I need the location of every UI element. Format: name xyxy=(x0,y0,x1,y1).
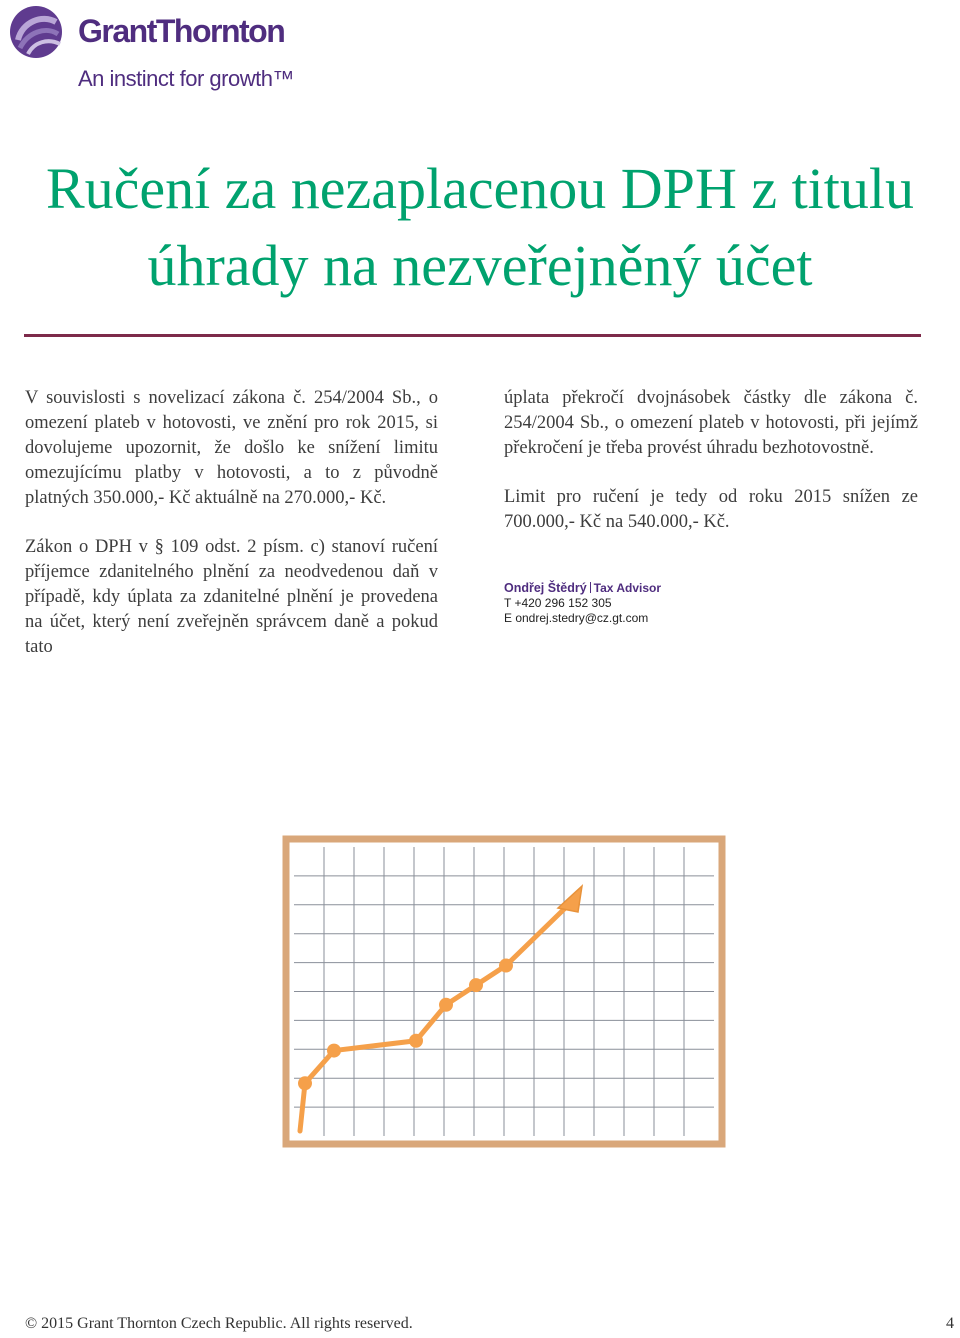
growth-point xyxy=(439,998,453,1012)
title-divider xyxy=(24,334,921,337)
continuation-paragraph: úplata překročí dvojnásobek částky dle zákona č. 254/2004 Sb., o omezení plateb v hotovosti, při jejímž překročení je třeba provést úhradu bezhotovostně. xyxy=(504,388,918,458)
intro-paragraph: V souvislosti s novelizací zákona č. 254/2004 Sb., o omezení plateb v hotovosti, ve znění pro rok 2015, si dovolujeme upozornit, že došlo ke snížení limitu omezujícímu platby v hotovosti, a to z původně platných 350.000,- Kč aktuálně na 270.000,- Kč. xyxy=(25,388,438,508)
contact-phone: T +420 296 152 305 xyxy=(504,596,612,610)
arrow-head-icon xyxy=(558,886,582,912)
contact-block xyxy=(504,581,918,626)
left-column xyxy=(25,386,438,684)
growth-chart-illustration xyxy=(230,760,770,1240)
contact-email[interactable]: E ondrej.stedry@cz.gt.com xyxy=(504,611,649,625)
growth-point xyxy=(409,1034,423,1048)
contact-name: Ondřej Štědrý xyxy=(504,581,587,595)
growth-point xyxy=(469,978,483,992)
logo-tagline: An instinct for growth™ xyxy=(78,66,294,91)
page-number: 4 xyxy=(946,1315,954,1332)
document-title: Ručení za nezaplacenou DPH z titulu úhrady na nezveřejněný účet xyxy=(45,156,915,298)
growth-point xyxy=(499,959,513,973)
logo-mark-icon xyxy=(8,4,68,60)
right-column xyxy=(504,386,918,626)
vat-law-paragraph: Zákon o DPH v § 109 odst. 2 písm. c) stanoví ručení příjemce zdanitelného plnění za neodvedenou daň v případě, kdy úplata za zdanitelné plnění je provedena na účet, který není zveřejněn správcem daně a pokud tato xyxy=(25,537,438,657)
logo-wordmark: GrantThornton xyxy=(78,13,285,49)
grant-thornton-logo xyxy=(8,4,308,100)
growth-line xyxy=(300,903,570,1131)
limit-paragraph: Limit pro ručení je tedy od roku 2015 snížen ze 700.000,- Kč na 540.000,- Kč. xyxy=(504,487,918,532)
growth-point xyxy=(327,1044,341,1058)
contact-separator xyxy=(590,582,591,593)
growth-point xyxy=(298,1076,312,1090)
chart-series xyxy=(298,903,570,1131)
chart-grid xyxy=(294,847,714,1136)
footer-copyright: © 2015 Grant Thornton Czech Republic. All rights reserved. xyxy=(25,1315,413,1332)
contact-role: Tax Advisor xyxy=(593,581,662,595)
